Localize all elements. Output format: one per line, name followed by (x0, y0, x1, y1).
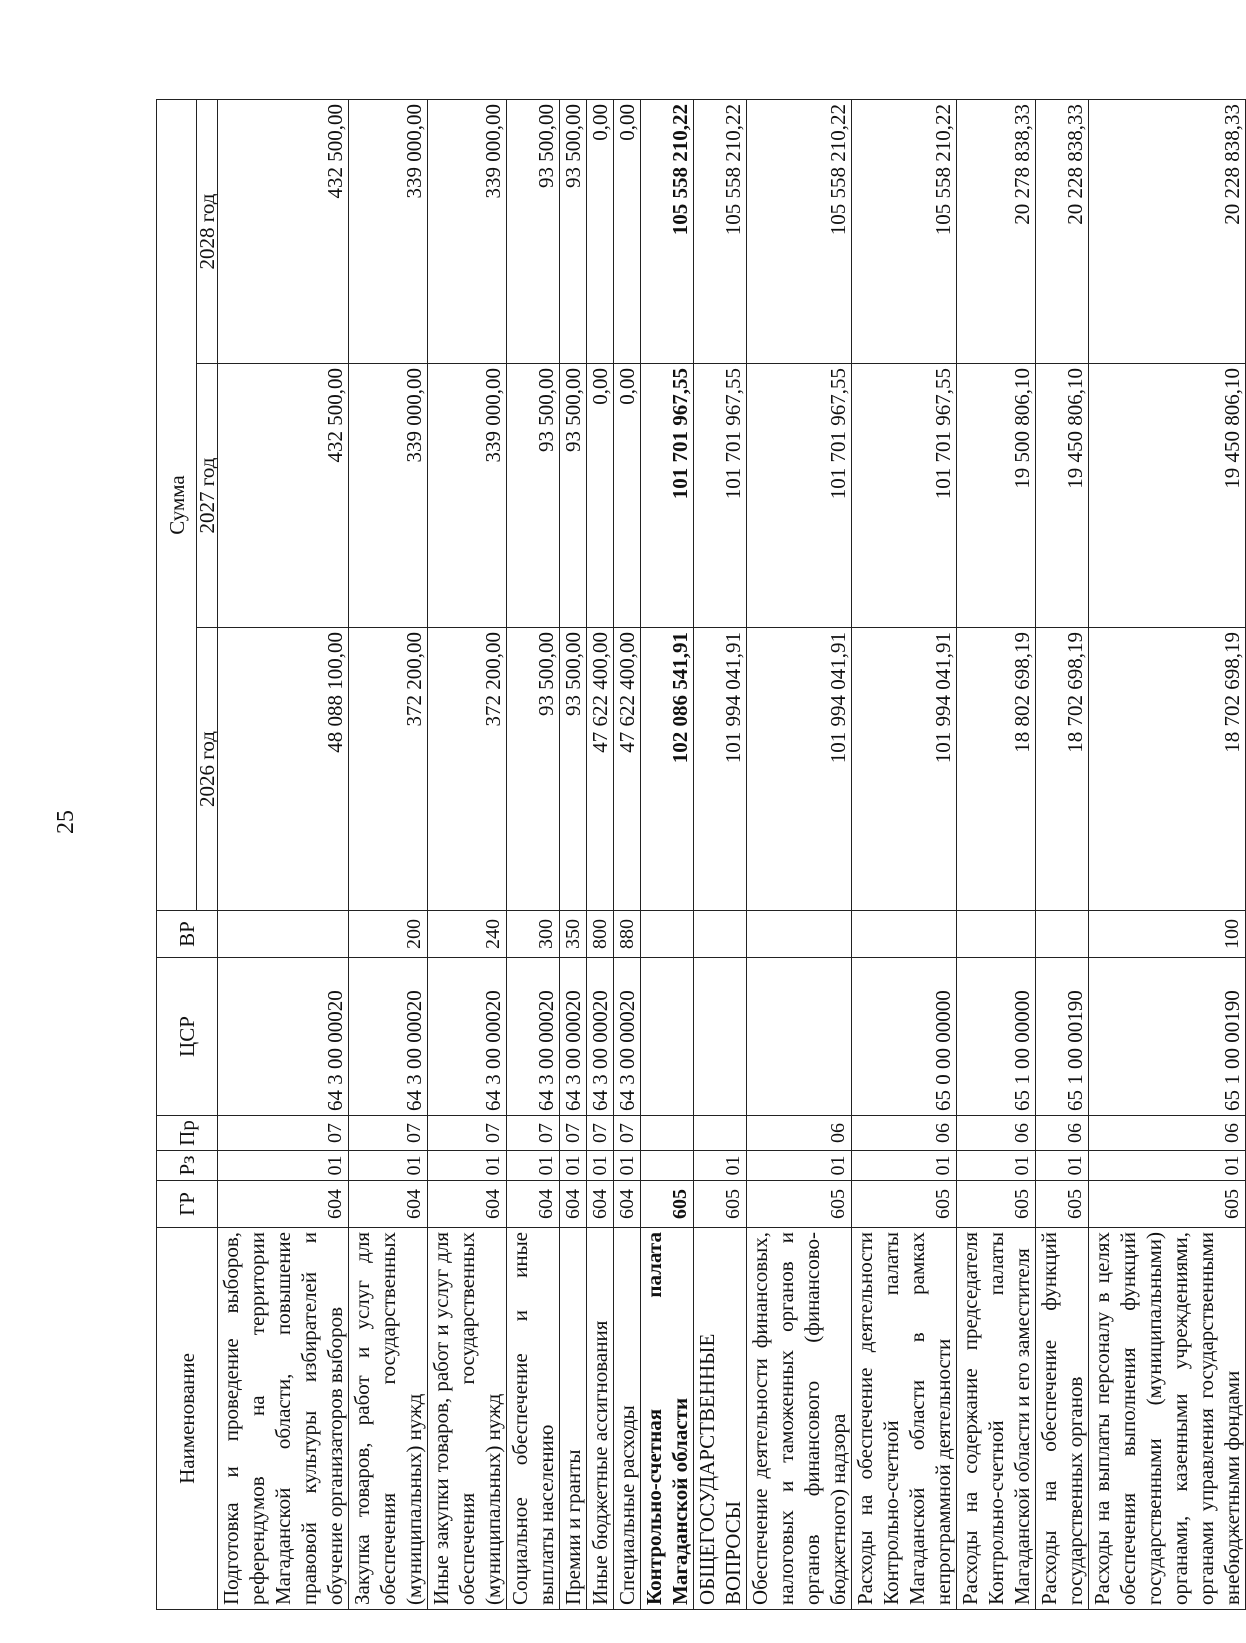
row-2028: 20 228 838,33 (1036, 99, 1089, 363)
header-2026: 2026 год (197, 628, 218, 911)
row-csr: 64 3 00 00020 (614, 958, 641, 1116)
row-2027: 101 701 967,55 (694, 364, 747, 628)
row-vr (852, 911, 957, 958)
row-csr: 65 1 00 00000 (957, 958, 1036, 1116)
table-body (218, 99, 1246, 1609)
row-2027: 339 000,00 (349, 364, 428, 628)
row-pr: 06 (747, 1116, 852, 1151)
row-2027: 19 500 806,10 (957, 364, 1036, 628)
row-gr: 604 (428, 1181, 507, 1228)
row-name: Расходы на выплаты персоналу в целях обеспечения выполнения функций государственными (муниципальными) органами, казенными учреждениями, органами управления государственными внебюджетными фондами (1089, 1228, 1246, 1610)
row-2028: 105 558 210,22 (641, 99, 694, 363)
row-2028: 0,00 (587, 99, 614, 363)
row-2026: 47 622 400,00 (614, 628, 641, 911)
table-row (560, 99, 587, 1609)
row-name: Закупка товаров, работ и услуг для обеспечения государственных (муниципальных) нужд (349, 1228, 428, 1610)
budget-table-rotated (156, 100, 1244, 1610)
header-vr: ВР (157, 911, 218, 958)
table-row (428, 99, 507, 1609)
row-gr: 604 (507, 1181, 560, 1228)
row-2026: 102 086 541,91 (641, 628, 694, 911)
row-2028: 432 500,00 (218, 99, 349, 363)
row-vr: 200 (349, 911, 428, 958)
table-row (957, 99, 1036, 1609)
row-2027: 339 000,00 (428, 364, 507, 628)
row-csr: 65 0 00 00000 (852, 958, 957, 1116)
header-sum: Сумма (157, 99, 197, 910)
row-pr (641, 1116, 694, 1151)
row-gr: 604 (349, 1181, 428, 1228)
row-csr (694, 958, 747, 1116)
row-2028: 93 500,00 (507, 99, 560, 363)
table-row (641, 99, 694, 1609)
table-row (747, 99, 852, 1609)
row-vr (641, 911, 694, 958)
row-pr: 07 (218, 1116, 349, 1151)
row-gr: 604 (218, 1181, 349, 1228)
header-2028: 2028 год (197, 99, 218, 363)
row-pr: 07 (614, 1116, 641, 1151)
row-rz (641, 1151, 694, 1181)
row-rz: 01 (218, 1151, 349, 1181)
row-name: Расходы на обеспечение деятельности Контрольно-счетной палаты Магаданской области в рамках непрограммной деятельности (852, 1228, 957, 1610)
row-vr: 350 (560, 911, 587, 958)
row-2026: 372 200,00 (428, 628, 507, 911)
row-2028: 105 558 210,22 (694, 99, 747, 363)
row-2026: 47 622 400,00 (587, 628, 614, 911)
row-name: Подготовка и проведение выборов, референдумов на территории Магаданской области, повышение правовой культуры избирателей и обучение организаторов выборов (218, 1228, 349, 1610)
header-pr: Пр (157, 1116, 218, 1151)
row-name: Специальные расходы (614, 1228, 641, 1610)
row-2028: 0,00 (614, 99, 641, 363)
row-pr: 06 (1089, 1116, 1246, 1151)
row-pr: 06 (852, 1116, 957, 1151)
row-2027: 93 500,00 (507, 364, 560, 628)
row-vr (1036, 911, 1089, 958)
row-vr: 300 (507, 911, 560, 958)
row-vr (957, 911, 1036, 958)
row-gr: 604 (614, 1181, 641, 1228)
row-2028: 93 500,00 (560, 99, 587, 363)
row-2028: 20 278 838,33 (957, 99, 1036, 363)
row-2028: 339 000,00 (428, 99, 507, 363)
budget-table (156, 99, 1246, 1610)
row-gr: 605 (641, 1181, 694, 1228)
page-number: 25 (53, 810, 79, 834)
row-rz: 01 (428, 1151, 507, 1181)
table-row (694, 99, 747, 1609)
row-2026: 93 500,00 (507, 628, 560, 911)
row-2028: 105 558 210,22 (747, 99, 852, 363)
table-row (614, 99, 641, 1609)
header-csr: ЦСР (157, 958, 218, 1116)
row-rz: 01 (587, 1151, 614, 1181)
table-row (349, 99, 428, 1609)
row-rz: 01 (614, 1151, 641, 1181)
table-row (587, 99, 614, 1609)
row-csr: 64 3 00 00020 (507, 958, 560, 1116)
row-name: Иные бюджетные ассигнования (587, 1228, 614, 1610)
row-2026: 18 702 698,19 (1089, 628, 1246, 911)
table-row (218, 99, 349, 1609)
table-row (1089, 99, 1246, 1609)
row-vr: 240 (428, 911, 507, 958)
row-rz: 01 (694, 1151, 747, 1181)
row-rz: 01 (747, 1151, 852, 1181)
row-2027: 19 450 806,10 (1089, 364, 1246, 628)
row-gr: 604 (560, 1181, 587, 1228)
row-gr: 604 (587, 1181, 614, 1228)
row-csr (641, 958, 694, 1116)
row-pr: 06 (1036, 1116, 1089, 1151)
row-2028: 105 558 210,22 (852, 99, 957, 363)
row-pr: 07 (560, 1116, 587, 1151)
row-gr: 605 (694, 1181, 747, 1228)
table-row (507, 99, 560, 1609)
row-pr: 07 (428, 1116, 507, 1151)
row-pr: 06 (957, 1116, 1036, 1151)
row-2027: 19 450 806,10 (1036, 364, 1089, 628)
row-pr: 07 (349, 1116, 428, 1151)
row-csr: 64 3 00 00020 (428, 958, 507, 1116)
row-rz: 01 (1089, 1151, 1246, 1181)
row-gr: 605 (747, 1181, 852, 1228)
row-pr: 07 (587, 1116, 614, 1151)
row-rz: 01 (349, 1151, 428, 1181)
row-name: Расходы на содержание председателя Контрольно-счетной палаты Магаданской области и его заместителя (957, 1228, 1036, 1610)
row-2027: 0,00 (587, 364, 614, 628)
row-rz: 01 (852, 1151, 957, 1181)
row-name: ОБЩЕГОСУДАРСТВЕННЫЕ ВОПРОСЫ (694, 1228, 747, 1610)
row-csr: 64 3 00 00020 (587, 958, 614, 1116)
row-2027: 432 500,00 (218, 364, 349, 628)
table-row (1036, 99, 1089, 1609)
row-csr: 64 3 00 00020 (560, 958, 587, 1116)
row-2028: 339 000,00 (349, 99, 428, 363)
header-rz: Рз (157, 1151, 218, 1181)
row-2027: 93 500,00 (560, 364, 587, 628)
row-csr: 64 3 00 00020 (218, 958, 349, 1116)
row-csr: 65 1 00 00190 (1089, 958, 1246, 1116)
row-gr: 605 (957, 1181, 1036, 1228)
row-2026: 48 088 100,00 (218, 628, 349, 911)
row-vr: 100 (1089, 911, 1246, 958)
row-vr (747, 911, 852, 958)
row-2026: 18 702 698,19 (1036, 628, 1089, 911)
row-name: Социальное обеспечение и иные выплаты населению (507, 1228, 560, 1610)
header-name: Наименование (157, 1228, 218, 1610)
row-2027: 101 701 967,55 (747, 364, 852, 628)
row-2027: 101 701 967,55 (641, 364, 694, 628)
row-2026: 372 200,00 (349, 628, 428, 911)
row-pr (694, 1116, 747, 1151)
row-rz: 01 (507, 1151, 560, 1181)
row-vr: 880 (614, 911, 641, 958)
row-2026: 18 802 698,19 (957, 628, 1036, 911)
row-name: Контрольно-счетная палата Магаданской области (641, 1228, 694, 1610)
row-rz: 01 (1036, 1151, 1089, 1181)
row-name: Иные закупки товаров, работ и услуг для обеспечения государственных (муниципальных) нужд (428, 1228, 507, 1610)
row-vr: 800 (587, 911, 614, 958)
row-2027: 101 701 967,55 (852, 364, 957, 628)
row-name: Расходы на обеспечение функций государственных органов (1036, 1228, 1089, 1610)
row-gr: 605 (1036, 1181, 1089, 1228)
row-2027: 0,00 (614, 364, 641, 628)
row-vr (218, 911, 349, 958)
row-vr (694, 911, 747, 958)
row-csr: 65 1 00 00190 (1036, 958, 1089, 1116)
header-gr: ГР (157, 1181, 218, 1228)
row-2026: 101 994 041,91 (852, 628, 957, 911)
row-rz: 01 (957, 1151, 1036, 1181)
header-2027: 2027 год (197, 364, 218, 628)
row-csr: 64 3 00 00020 (349, 958, 428, 1116)
row-2026: 93 500,00 (560, 628, 587, 911)
row-csr (747, 958, 852, 1116)
row-2026: 101 994 041,91 (694, 628, 747, 911)
row-pr: 07 (507, 1116, 560, 1151)
row-gr: 605 (852, 1181, 957, 1228)
row-gr: 605 (1089, 1181, 1246, 1228)
row-name: Обеспечение деятельности финансовых, налоговых и таможенных органов и органов финансового (финансово-бюджетного) надзора (747, 1228, 852, 1610)
row-2026: 101 994 041,91 (747, 628, 852, 911)
row-name: Премии и гранты (560, 1228, 587, 1610)
row-rz: 01 (560, 1151, 587, 1181)
row-2028: 20 228 838,33 (1089, 99, 1246, 363)
table-row (852, 99, 957, 1609)
